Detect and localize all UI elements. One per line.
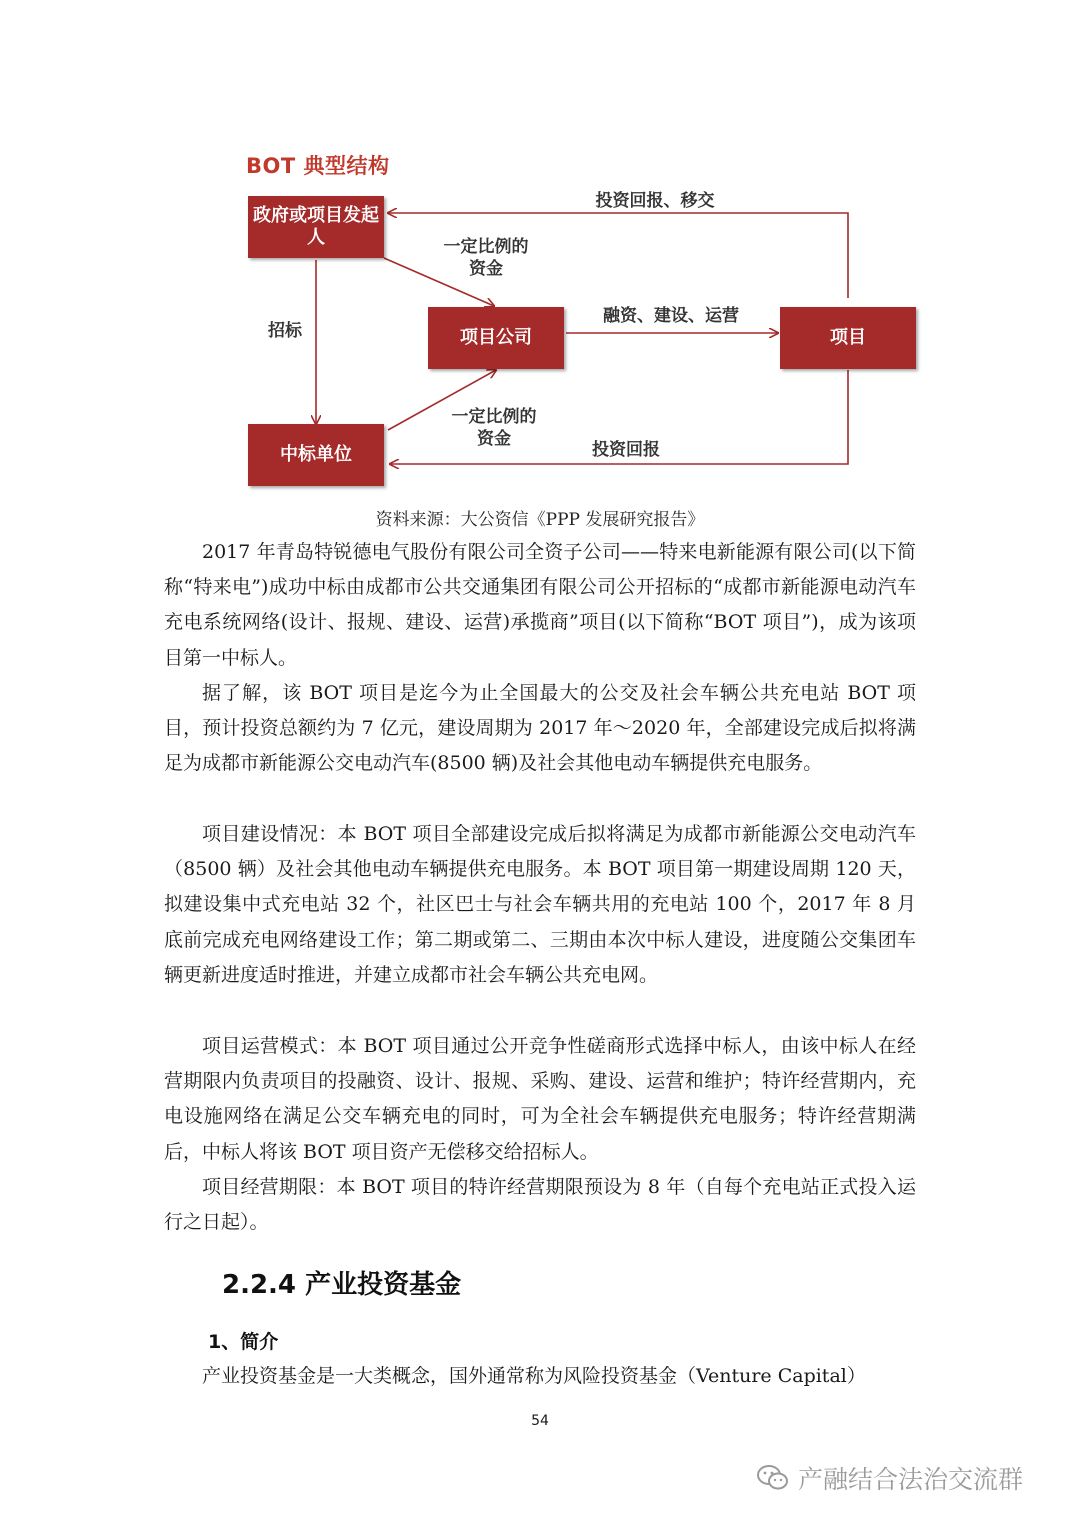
label-funds-bottom: 一定比例的资金 [451, 407, 537, 449]
label-funds-top: 一定比例的资金 [443, 237, 529, 279]
label-return: 投资回报 [592, 440, 660, 460]
box-winning-bidder: 中标单位 [248, 424, 384, 486]
paragraph-3: 项目建设情况：本 BOT 项目全部建设完成后拟将满足为成都市新能源公交电动汽车（8500 辆）及社会其他电动车辆提供充电服务。本 BOT 项目第一期建设周期 120 天，拟建设集中式充电站 32 个，社区巴士与社会车辆共用的充电站 100 个，2017 年 8 月底前完成充电网络建设工作；第二期或第二、三期由本次中标人建设，进度随公交集团车辆更新进度适时推进，并建立成都市社会车辆公共充电网。 [164, 823, 916, 986]
paragraph-1: 2017 年青岛特锐德电气股份有限公司全资子公司——特来电新能源有限公司(以下简称“特来电”)成功中标由成都市公共交通集团有限公司公开招标的“成都市新能源电动汽车充电系统网络(设计、报规、建设、运营)承揽商”项目(以下简称“BOT 项目”)，成为该项目第一中标人。 [164, 541, 916, 669]
watermark-text: 产融结合法治交流群 [798, 1465, 1024, 1494]
box-project-company: 项目公司 [428, 307, 564, 369]
box-government-sponsor: 政府或项目发起人 [248, 196, 384, 258]
paragraph-4: 项目运营模式：本 BOT 项目通过公开竞争性磋商形式选择中标人，由该中标人在经营期限内负责项目的投融资、设计、报规、采购、建设、运营和维护；特许经营期内，充电设施网络在满足公交车辆充电的同时，可为全社会车辆提供充电服务；特许经营期满后，中标人将该 BOT 项目资产无偿移交给招标人。 [164, 1035, 916, 1163]
label-finance-build-operate: 融资、建设、运营 [603, 306, 739, 326]
box-project: 项目 [780, 307, 916, 369]
paragraph-2: 据了解，该 BOT 项目是迄今为止全国最大的公交及社会车辆公共充电站 BOT 项目，预计投资总额约为 7 亿元，建设周期为 2017 年～2020 年，全部建设完成后拟将满足为成都市新能源公交电动汽车(8500 辆)及社会其他电动车辆提供充电服务。 [164, 682, 916, 775]
figure-title: BOT 典型结构 [246, 154, 390, 178]
paragraph-5: 项目经营期限：本 BOT 项目的特许经营期限预设为 8 年（自每个充电站正式投入运行之日起）。 [164, 1176, 916, 1234]
figure-source-caption: 资料来源：大公资信《PPP 发展研究报告》 [375, 510, 705, 530]
label-return-transfer: 投资回报、移交 [595, 191, 715, 211]
paragraph-intro: 产业投资基金是一大类概念，国外通常称为风险投资基金（Venture Capital） [202, 1365, 866, 1387]
section-heading: 2.2.4 产业投资基金 [222, 1270, 462, 1300]
page-number: 54 [531, 1413, 549, 1429]
watermark [756, 1460, 1023, 1496]
subheading: 1、简介 [208, 1331, 279, 1353]
label-bid: 招标 [268, 321, 302, 341]
wechat-icon [756, 1464, 790, 1492]
